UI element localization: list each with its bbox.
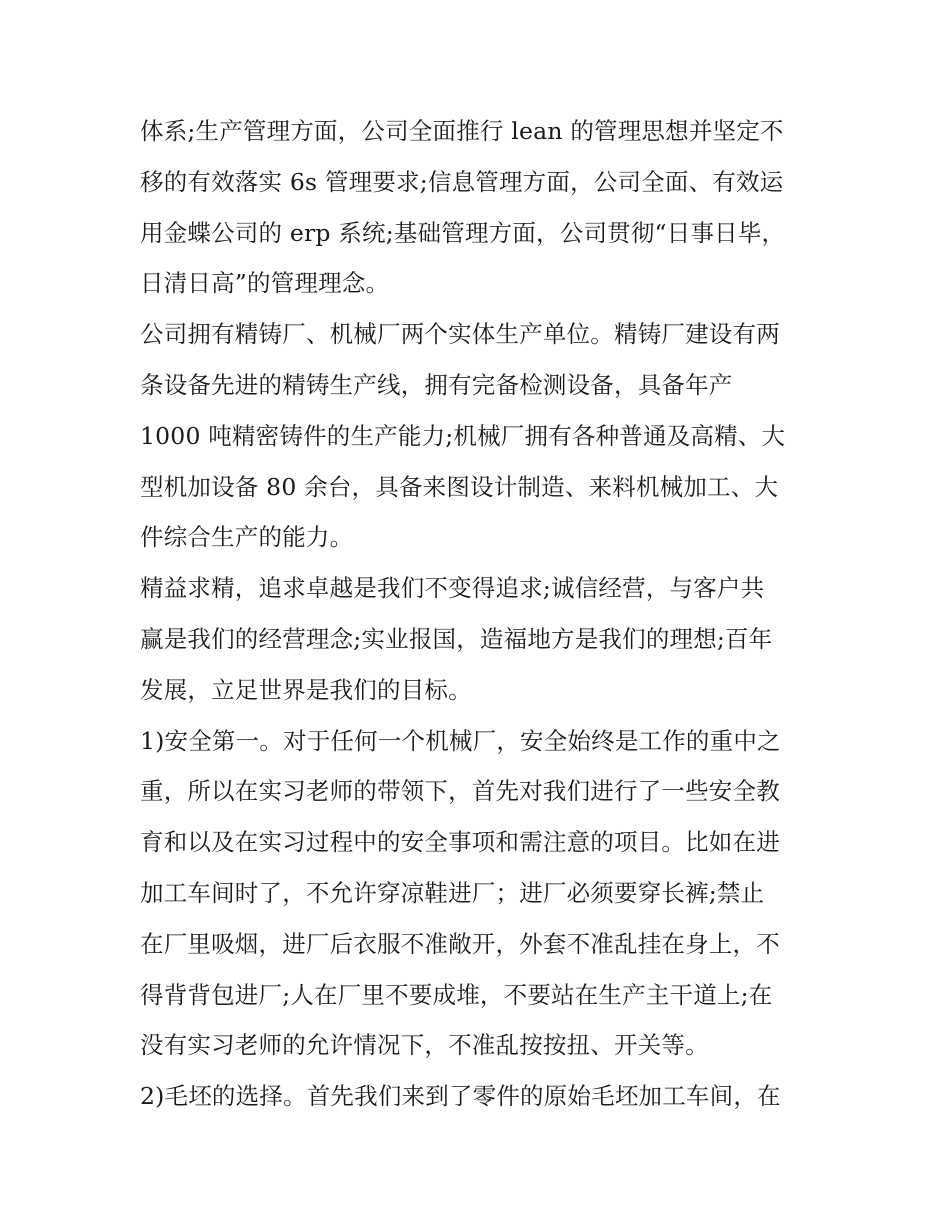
text-line: 发展，立足世界是我们的目标。: [140, 675, 472, 704]
text-line: 移的有效落实 6s 管理要求;信息管理方面，公司全面、有效运: [140, 167, 784, 196]
text-line: 条设备先进的精铸生产线，拥有完备检测设备，具备年产: [140, 370, 733, 399]
text-line: 加工车间时了，不允许穿凉鞋进厂；进厂必须要穿长裤;禁止: [140, 878, 765, 907]
text-line: 在厂里吸烟，进厂后衣服不准敞开，外套不准乱挂在身上，不: [140, 929, 780, 958]
text-line: 公司拥有精铸厂、机械厂两个实体生产单位。精铸厂建设有两: [140, 320, 780, 349]
text-line: 育和以及在实习过程中的安全事项和需注意的项目。比如在进: [140, 828, 780, 857]
text-line: 精益求精，追求卓越是我们不变得追求;诚信经营，与客户共: [140, 574, 765, 603]
text-line: 型机加设备 80 余台，具备来图设计制造、来料机械加工、大: [140, 472, 779, 501]
text-line: 1000 吨精密铸件的生产能力;机械厂拥有各种普通及高精、大: [140, 421, 786, 450]
text-line: 没有实习老师的允许情况下，不准乱按按扭、开关等。: [140, 1031, 709, 1060]
text-line: 重，所以在实习老师的带领下，首先对我们进行了一些安全教: [140, 777, 780, 806]
text-line: 日清日高”的管理理念。: [140, 269, 390, 298]
text-line: 赢是我们的经营理念;实业报国，造福地方是我们的理想;百年: [140, 624, 773, 653]
text-line: 体系;生产管理方面，公司全面推行 lean 的管理思想并坚定不: [140, 117, 784, 145]
text-line: 2)毛坯的选择。首先我们来到了零件的原始毛坯加工车间，在: [140, 1082, 781, 1111]
text-line: 1)安全第一。对于任何一个机械厂，安全始终是工作的重中之: [140, 726, 781, 755]
text-line: 件综合生产的能力。: [140, 523, 354, 552]
text-line: 用金蝶公司的 erp 系统;基础管理方面，公司贯彻“日事日毕，: [140, 218, 786, 247]
text-line: 得背背包进厂;人在厂里不要成堆，不要站在生产主干道上;在: [140, 980, 773, 1009]
body-text: [140, 106, 830, 1122]
